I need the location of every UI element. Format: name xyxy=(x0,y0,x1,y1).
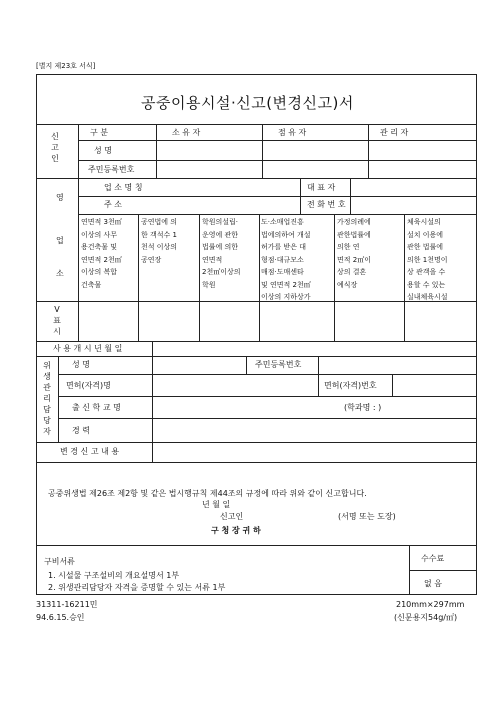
footer-paper: (신문용지54g/㎡) xyxy=(394,613,458,622)
hygiene-name-label: 성 명 xyxy=(72,360,90,369)
category-retail-mall: 도·소매업진흥 법에의하여 개설 허가를 받은 대 형점·대규모소 매점·도매센타 및 연면적 2천㎡ 이상의 지하상가 xyxy=(261,218,311,301)
major-label: (학과명 : ) xyxy=(344,403,382,412)
page-title: 공중이용시설·신고(변경신고)서 xyxy=(141,94,354,112)
declaration-text: 공중위생법 제26조 제2항 및 같은 법시행규칙 제44조의 규정에 따라 위와 같이 신고합니다. xyxy=(48,489,367,498)
category-wedding-hall: 가정의례에 관한법률에 의한 연 면적 2㎡이 상의 결혼 예식장 xyxy=(337,218,371,289)
start-date-label: 사 용 개 시 년 월 일 xyxy=(53,344,123,353)
license-no-label: 면허(자격)번호 xyxy=(324,381,377,390)
business-address-field[interactable] xyxy=(165,197,299,213)
category-office-building: 연면적 3천㎡ 이상의 사무 용건축물 및 연면적 2천㎡ 이상의 복합 건축물 xyxy=(81,218,122,289)
check-academy[interactable] xyxy=(200,302,258,340)
header-owner: 소 유 자 xyxy=(172,128,201,137)
applicant-name-label: 성 명 xyxy=(94,146,112,155)
document-item-1: 1. 시설물 구조설비의 개요설명서 1부 xyxy=(48,571,180,580)
header-manager: 관 리 자 xyxy=(380,128,409,137)
phone-field[interactable] xyxy=(351,197,476,213)
addressee: 구 청 장 귀 하 xyxy=(211,526,261,535)
hygiene-name-field[interactable] xyxy=(153,357,245,373)
license-name-field[interactable] xyxy=(153,375,317,395)
check-office-building[interactable] xyxy=(79,302,137,340)
business-name-label: 업 소 명 칭 xyxy=(104,183,143,192)
applicant-section-label: 신 고 인 xyxy=(51,132,59,163)
declaration-date: 년 월 일 xyxy=(202,500,231,509)
header-occupant: 점 유 자 xyxy=(278,128,307,137)
hygiene-section-label: 위 생 관 리 담 당 자 xyxy=(43,361,51,436)
fee-label: 수수료 xyxy=(421,554,445,563)
header-gubun: 구 분 xyxy=(90,128,108,137)
business-label-3: 소 xyxy=(56,269,64,278)
footer-size: 210mm×297mm xyxy=(396,600,465,609)
check-mark-label: V 표 시 xyxy=(53,305,61,336)
business-name-field[interactable] xyxy=(165,179,299,195)
footer-code: 31311-16211민 xyxy=(36,600,98,609)
category-indoor-gym: 체육시설의 설치 이용에 관한 법률에 의한 1천명이 상 관객을 수 용할 수 있는 실내체육시설 xyxy=(407,218,448,301)
owner-name-field[interactable] xyxy=(157,141,261,159)
footer-approval: 94.6.15.승인 xyxy=(36,613,85,622)
signer-label: 신고인 xyxy=(220,512,244,521)
representative-field[interactable] xyxy=(351,179,476,195)
form-number: [별지 제23호 서식] xyxy=(36,62,96,70)
business-label-2: 업 xyxy=(56,236,64,245)
manager-name-field[interactable] xyxy=(369,141,476,159)
change-content-label: 변 경 신 고 내 용 xyxy=(60,447,120,456)
applicant-regno-label: 주민등록번호 xyxy=(88,165,135,174)
representative-label: 대 표 자 xyxy=(307,183,336,192)
check-wedding-hall[interactable] xyxy=(335,302,403,340)
school-field[interactable] xyxy=(153,397,338,417)
change-content-field[interactable] xyxy=(153,443,476,461)
phone-label: 전 화 번 호 xyxy=(307,200,346,209)
document-item-2: 2. 위생관리담당자 자격을 증명할 수 있는 서류 1부 xyxy=(48,583,226,592)
license-no-field[interactable] xyxy=(393,375,476,395)
check-performance-hall[interactable] xyxy=(139,302,198,340)
hygiene-regno-field[interactable] xyxy=(319,357,476,373)
career-label: 경 력 xyxy=(72,426,90,435)
school-label: 출 신 학 교 명 xyxy=(72,403,121,412)
license-name-label: 면허(자격)명 xyxy=(66,381,111,390)
check-indoor-gym[interactable] xyxy=(405,302,476,340)
hygiene-regno-label: 주민등록번호 xyxy=(255,360,302,369)
business-address-label: 주 소 xyxy=(104,200,122,209)
occupant-name-field[interactable] xyxy=(263,141,367,159)
sign-note: (서명 또는 도장) xyxy=(338,512,396,521)
start-date-field[interactable] xyxy=(153,342,476,355)
business-label-1: 영 xyxy=(56,193,64,202)
check-retail-mall[interactable] xyxy=(260,302,333,340)
category-performance-hall: 공연법에 의 한 객석수 1 천석 이상의 공연장 xyxy=(141,218,178,264)
career-field[interactable] xyxy=(153,419,476,441)
documents-title: 구비서류 xyxy=(44,557,75,566)
signature-field[interactable] xyxy=(255,509,333,523)
category-academy: 학원의설립· 운영에 관한 법률에 의한 연면적 2천㎡이상의 학원 xyxy=(202,218,241,289)
fee-value: 없 음 xyxy=(424,579,442,588)
